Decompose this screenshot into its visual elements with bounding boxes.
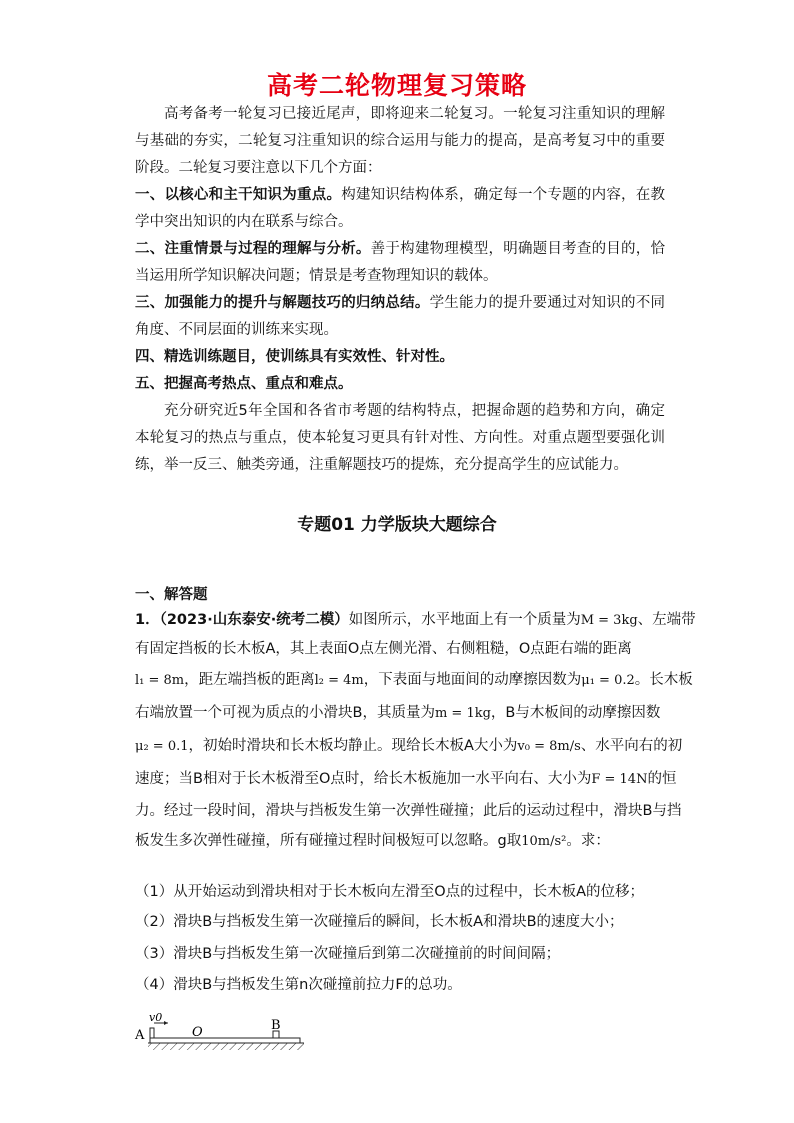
point-1 xyxy=(135,182,665,236)
point-5-head: 五、把握高考热点、重点和难点。 xyxy=(135,376,353,392)
stem-text: 。求： xyxy=(566,833,610,849)
label-O: O xyxy=(192,1025,203,1040)
question-type: 一、解答题 xyxy=(135,587,208,603)
stem-text: 。长木板 xyxy=(634,672,693,688)
mass-M: M = 3kg xyxy=(580,613,638,628)
stem-text: 的恒 xyxy=(647,771,677,787)
stem-text: ，距左端挡板的距离 xyxy=(184,672,315,688)
board-A xyxy=(150,1038,300,1043)
point-2-body: 善于构建物理模型，明确题目考查的目的，恰当运用所学知识解决问题；情景是考查物理知识的载体。 xyxy=(135,241,665,284)
stem-text: 板发生多次弹性碰撞，所有碰撞过程时间极短可以忽略。g取 xyxy=(135,833,522,849)
stem-text: 、左端带 xyxy=(637,612,696,628)
question-line-6 xyxy=(135,763,677,796)
conclusion-paragraph: 充分研究近5年全国和各省市考题的结构特点，把握命题的趋势和方向，确定本轮复习的热点与重点，使本轮复习更具有针对性、方向性。对重点题型要强化训练，举一反三、触类旁通，注重解题技巧的提炼，充分提高学生的应试能力。 xyxy=(135,403,665,473)
label-B: B xyxy=(271,1018,281,1033)
question-number: 1． xyxy=(135,612,160,628)
force-F: F = 14N xyxy=(591,772,648,787)
question-source: （2023·山东泰安·统考二模） xyxy=(159,612,349,628)
point-3 xyxy=(135,290,665,344)
point-1-body: 构建知识结构体系，确定每一个专题的内容，在教学中突出知识的内在联系与综合。 xyxy=(135,187,666,230)
sub-question-3: （3）滑块B与挡板发生第一次碰撞后到第二次碰撞前的时间间隔； xyxy=(135,946,561,962)
label-A: A xyxy=(135,1028,145,1043)
point-3-body: 学生能力的提升要通过对知识的不同角度、不同层面的训练来实现。 xyxy=(135,295,666,338)
mass-m: m = 1kg xyxy=(434,706,491,721)
point-2-head: 二、注重情景与过程的理解与分析。 xyxy=(135,241,371,257)
stem-text: 、水平向右的初 xyxy=(580,738,683,754)
sub-question-2: （2）滑块B与挡板发生第一次碰撞后的瞬间，长木板A和滑块B的速度大小； xyxy=(135,914,624,930)
gravity-g: 10m/s² xyxy=(521,834,567,849)
friction-mu1: μ₁ = 0.2 xyxy=(581,673,635,688)
label-v0: v0 xyxy=(149,1011,163,1024)
point-3-head: 三、加强能力的提升与解题技巧的归纳总结。 xyxy=(135,295,430,311)
stem-text: 如图所示，水平地面上有一个质量为 xyxy=(348,612,581,628)
distance-l1: l₁ = 8m xyxy=(135,673,185,688)
stopper-plate xyxy=(150,1028,154,1038)
point-4 xyxy=(135,344,665,371)
stem-text: ，初始时滑块和长木板均静止。现给长木板A大小为 xyxy=(188,738,518,754)
sub-question-4: （4）滑块B与挡板发生第n次碰撞前拉力F的总功。 xyxy=(135,977,462,993)
arrowhead-icon xyxy=(164,1021,168,1025)
question-line-2: 有固定挡板的长木板A，其上表面O点左侧光滑、右侧粗糙，O点距右端的距离 xyxy=(135,641,632,657)
point-4-head: 四、精选训练题目，使训练具有实效性、针对性。 xyxy=(135,349,454,365)
question-stem xyxy=(135,606,696,856)
point-5 xyxy=(135,371,665,398)
stem-text: 右端放置一个可视为质点的小滑块B，其质量为 xyxy=(135,705,435,721)
question-line-5 xyxy=(135,730,683,763)
physics-figure xyxy=(130,1005,330,1057)
velocity-v0: v₀ = 8m/s xyxy=(517,739,581,754)
ground-hatch xyxy=(148,1043,304,1050)
stem-text: ，下表面与地面间的动摩擦因数为 xyxy=(363,672,582,688)
intro-paragraph: 高考备考一轮复习已接近尾声，即将迎来二轮复习。一轮复习注重知识的理解与基础的夯实，二轮复习注重知识的综合运用与能力的提高，是高考复习中的重要阶段。二轮复习要注意以下几个方面： xyxy=(135,106,665,176)
stem-text: 速度；当B相对于长木板滑至O点时，给长木板施加一水平向右、大小为 xyxy=(135,771,592,787)
distance-l2: l₂ = 4m xyxy=(314,673,364,688)
section-title: 专题01 力学版块大题综合 xyxy=(297,515,497,535)
sub-question-1: （1）从开始运动到滑块相对于长木板向左滑至O点的过程中，长木板A的位移； xyxy=(135,884,645,900)
question-line-4 xyxy=(135,697,665,730)
point-1-head: 一、以核心和主干知识为重点。 xyxy=(135,187,342,203)
friction-mu2: μ₂ = 0.1 xyxy=(135,739,189,754)
question-line-3 xyxy=(135,664,693,697)
page-title: 高考二轮物理复习策略 xyxy=(266,71,527,100)
question-line-1 xyxy=(135,606,696,635)
question-line-7: 力。经过一段时间，滑块与挡板发生第一次弹性碰撞；此后的运动过程中，滑块B与挡 xyxy=(135,803,682,819)
question-line-8 xyxy=(135,826,665,856)
stem-text: ，B与木板间的动摩擦因数 xyxy=(490,705,661,721)
point-2 xyxy=(135,236,665,290)
